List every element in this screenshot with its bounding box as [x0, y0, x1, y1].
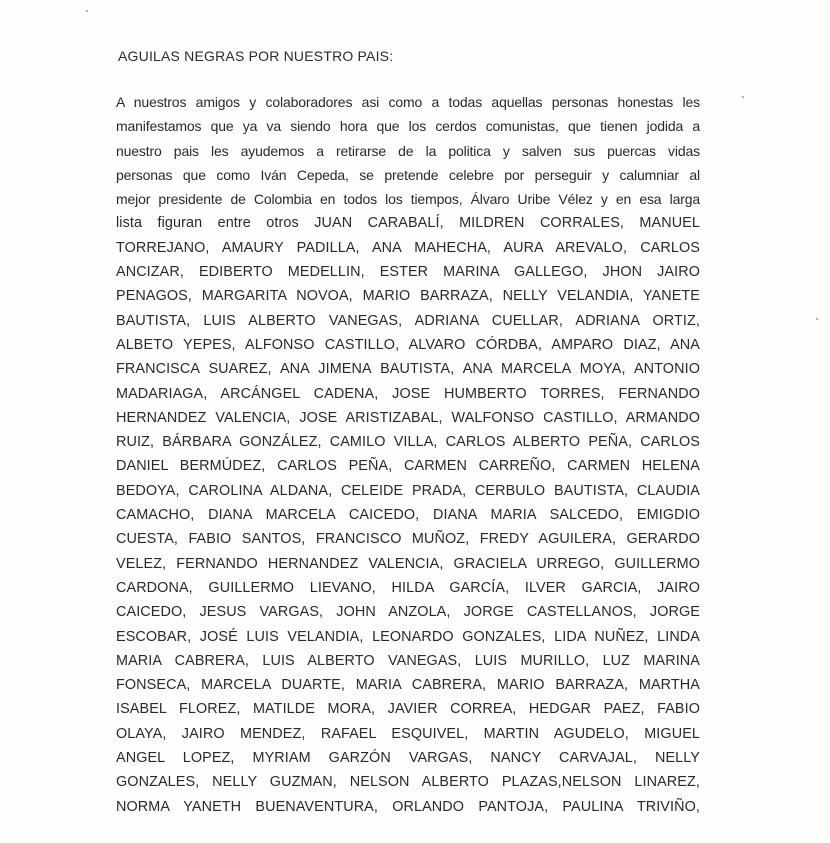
text-line: ALBETO YEPES, ALFONSO CASTILLO, ALVARO CÓRDBA, AMPARO DIAZ, ANA — [116, 336, 700, 353]
text-line: MARIA CABRERA, LUIS ALBERTO VANEGAS, LUIS MURILLO, LUZ MARINA — [116, 652, 700, 669]
text-line: TORREJANO, AMAURY PADILLA, ANA MAHECHA, AURA AREVALO, CARLOS — [116, 239, 700, 256]
text-line: CAICEDO, JESUS VARGAS, JOHN ANZOLA, JORGE CASTELLANOS, JORGE — [116, 604, 700, 621]
text-line: BEDOYA, CAROLINA ALDANA, CELEIDE PRADA, CERBULO BAUTISTA, CLAUDIA — [116, 482, 700, 499]
text-line: ANCIZAR, EDIBERTO MEDELLIN, ESTER MARINA GALLEGO, JHON JAIRO — [116, 264, 700, 281]
text-line: FONSECA, MARCELA DUARTE, MARIA CABRERA, MARIO BARRAZA, MARTHA — [116, 677, 700, 694]
text-line: ESCOBAR, JOSÉ LUIS VELANDIA, LEONARDO GONZALES, LIDA NUÑEZ, LINDA — [116, 628, 700, 645]
text-line: CUESTA, FABIO SANTOS, FRANCISCO MUÑOZ, FREDY AGUILERA, GERARDO — [116, 531, 700, 548]
text-line: HERNANDEZ VALENCIA, JOSE ARISTIZABAL, WALFONSO CASTILLO, ARMANDO — [116, 409, 700, 426]
text-line: VELEZ, FERNANDO HERNANDEZ VALENCIA, GRACIELA URREGO, GUILLERMO — [116, 555, 700, 572]
document-heading: AGUILAS NEGRAS POR NUESTRO PAIS: — [118, 48, 394, 64]
text-line: A nuestros amigos y colaboradores asi como a todas aquellas personas honestas les — [116, 94, 700, 110]
text-line: MADARIAGA, ARCÁNGEL CADENA, JOSE HUMBERTO TORRES, FERNANDO — [116, 385, 700, 402]
text-line: OLAYA, JAIRO MENDEZ, RAFAEL ESQUIVEL, MARTIN AGUDELO, MIGUEL — [116, 725, 700, 742]
text-line: BAUTISTA, LUIS ALBERTO VANEGAS, ADRIANA CUELLAR, ADRIANA ORTIZ, — [116, 312, 700, 329]
scan-speck — [86, 10, 88, 12]
text-line: CAMACHO, DIANA MARCELA CAICEDO, DIANA MARIA SALCEDO, EMIGDIO — [116, 507, 700, 524]
scan-speck — [816, 318, 818, 320]
text-line: mejor presidente de Colombia en todos los tiempos, Álvaro Uribe Vélez y en esa larga — [116, 191, 700, 208]
text-line: CARDONA, GUILLERMO LIEVANO, HILDA GARCÍA, ILVER GARCIA, JAIRO — [116, 579, 700, 596]
text-line: lista figuran entre otros JUAN CARABALÍ, MILDREN CORRALES, MANUEL — [116, 215, 700, 232]
text-line: FRANCISCA SUAREZ, ANA JIMENA BAUTISTA, ANA MARCELA MOYA, ANTONIO — [116, 361, 700, 378]
text-line: ANGEL LOPEZ, MYRIAM GARZÓN VARGAS, NANCY CARVAJAL, NELLY — [116, 750, 700, 767]
document-body — [116, 90, 700, 819]
text-line: RUIZ, BÁRBARA GONZÁLEZ, CAMILO VILLA, CARLOS ALBERTO PEÑA, CARLOS — [116, 434, 700, 451]
text-line: ISABEL FLOREZ, MATILDE MORA, JAVIER CORREA, HEDGAR PAEZ, FABIO — [116, 701, 700, 718]
text-line: nuestro pais les ayudemos a retirarse de la politica y salven sus puercas vidas — [116, 142, 700, 159]
text-line: PENAGOS, MARGARITA NOVOA, MARIO BARRAZA, NELLY VELANDIA, YANETE — [116, 288, 700, 305]
scan-speck — [742, 96, 744, 98]
text-line: DANIEL BERMÚDEZ, CARLOS PEÑA, CARMEN CARREÑO, CARMEN HELENA — [116, 458, 700, 475]
text-line: manifestamos que ya va siendo hora que los cerdos comunistas, que tienen jodida a — [116, 118, 700, 135]
text-line: personas que como Iván Cepeda, se pretende celebre por perseguir y calumniar al — [116, 166, 700, 183]
text-line: GONZALES, NELLY GUZMAN, NELSON ALBERTO PLAZAS,NELSON LINAREZ, — [116, 774, 700, 791]
text-line: NORMA YANETH BUENAVENTURA, ORLANDO PANTOJA, PAULINA TRIVIÑO, — [116, 798, 700, 815]
